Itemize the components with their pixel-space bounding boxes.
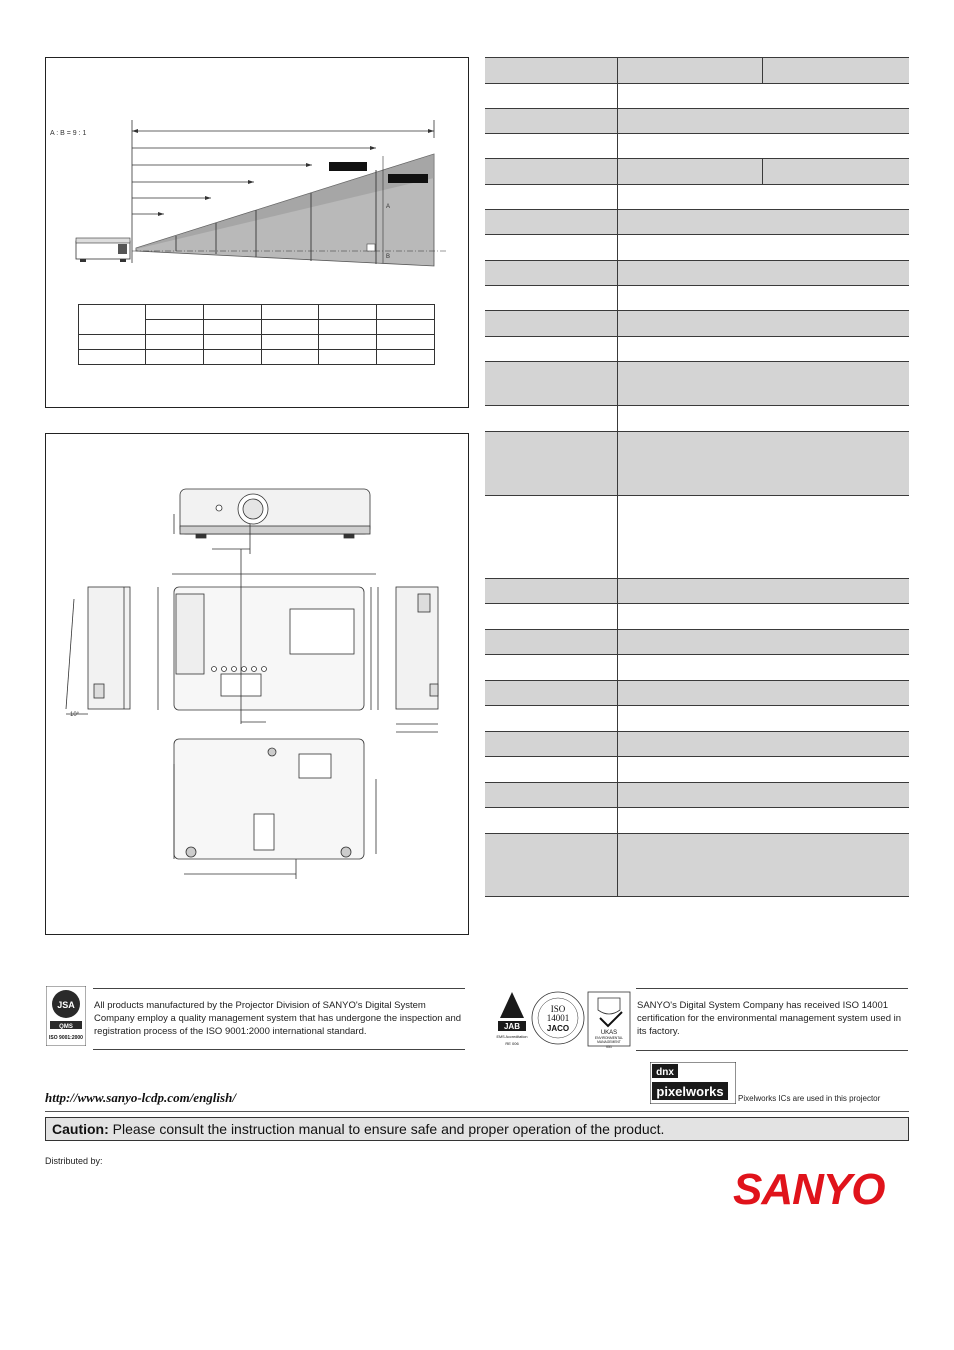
spec-row-label (485, 109, 618, 134)
table-cell (203, 350, 261, 365)
screen-label-box-2 (388, 174, 428, 183)
tilt-angle-label: 10° (70, 712, 80, 718)
spec-row-label (485, 732, 618, 757)
divider (636, 1050, 908, 1051)
spec-cell (618, 783, 910, 808)
divider (45, 1111, 909, 1112)
pixelworks-badge-icon (650, 1062, 736, 1104)
ukas-label: UKAS (600, 1030, 618, 1036)
spec-cell (618, 84, 910, 109)
spec-row-label (485, 808, 618, 834)
jab-sub-label: EMS Accreditation (496, 1035, 528, 1039)
spec-cell (618, 757, 910, 783)
iso-badge-line2: 14001 (546, 1013, 570, 1023)
jab-label: JAB (503, 1022, 521, 1031)
spec-cell (618, 235, 910, 261)
spec-row-label (485, 235, 618, 261)
spec-row-label (485, 185, 618, 210)
spec-row-label (485, 783, 618, 808)
spec-row-label (485, 406, 618, 432)
spec-cell (618, 706, 910, 732)
throw-distance-table (78, 304, 435, 365)
table-cell (261, 350, 319, 365)
dimensions-panel (45, 433, 469, 935)
projector-front-view (174, 489, 370, 554)
qms-description: All products manufactured by the Projector Division of SANYO's Digital System Company employ a quality management system that has undergone the inspection and registration process of the ISO 9001:2000 international standard. (94, 1000, 462, 1037)
specifications-table (485, 57, 909, 897)
spec-row-label (485, 604, 618, 630)
spec-row-label (485, 432, 618, 496)
spec-row-label (485, 286, 618, 311)
jab-code: RE 006 (505, 1041, 519, 1046)
ratio-label: A : B = 9 : 1 (50, 130, 87, 137)
spec-cell (618, 159, 763, 185)
spec-cell (618, 311, 910, 337)
projector-bottom-view (174, 739, 376, 879)
spec-cell (618, 134, 910, 159)
throw-distance-panel (45, 57, 469, 408)
spec-cell (618, 432, 910, 496)
divider (93, 1049, 465, 1050)
spec-cell (618, 579, 910, 604)
table-cell (146, 305, 204, 320)
table-cell (203, 335, 261, 350)
website-url[interactable]: http://www.sanyo-lcdp.com/english/ (45, 1090, 236, 1105)
spec-cell (763, 159, 910, 185)
spec-cell (618, 109, 910, 134)
jab-mark-icon (500, 992, 524, 1018)
dnx-label: dnx (656, 1067, 674, 1078)
spec-cell (763, 58, 910, 84)
spec-row-label (485, 834, 618, 897)
table-cell (377, 335, 435, 350)
spec-cell (618, 808, 910, 834)
table-cell (319, 350, 377, 365)
spec-cell (618, 261, 910, 286)
spec-cell (618, 286, 910, 311)
iso-badge-line1: ISO (550, 1004, 566, 1014)
spec-row-label (485, 210, 618, 235)
projector-icon (76, 238, 130, 262)
caution-label: Caution: (52, 1121, 109, 1137)
table-cell (146, 320, 204, 335)
spec-row-label (485, 261, 618, 286)
projector-top-view (158, 549, 378, 724)
ukas-code: 051 (606, 1045, 612, 1049)
spec-cell (618, 58, 763, 84)
jsa-qms-badge-icon (46, 986, 86, 1046)
spec-cell (618, 362, 910, 406)
spec-row-label (485, 655, 618, 681)
distributed-by-label: Distributed by: (45, 1156, 103, 1166)
table-cell (261, 305, 319, 320)
dimension-drawings (46, 434, 468, 934)
spec-row-label (485, 681, 618, 706)
table-cell (146, 335, 204, 350)
jsa-label: JSA (57, 1000, 75, 1010)
pixelworks-label: pixelworks (656, 1084, 724, 1099)
iso-badge-jaco: JACO (546, 1024, 570, 1033)
table-cell (79, 335, 146, 350)
spec-row-label (485, 757, 618, 783)
table-header-cell (79, 305, 146, 335)
table-cell (146, 350, 204, 365)
spec-row-label (485, 362, 618, 406)
qms-label: QMS (59, 1024, 73, 1030)
table-cell (261, 320, 319, 335)
spec-row-label (485, 706, 618, 732)
spec-cell (618, 337, 910, 362)
ukas-sub2: MANAGEMENT (597, 1040, 621, 1044)
projector-side-view-right (396, 587, 438, 732)
table-cell (377, 320, 435, 335)
spec-row-label (485, 58, 618, 84)
spec-cell (618, 732, 910, 757)
spec-cell (618, 604, 910, 630)
spec-row-label (485, 579, 618, 604)
projector-side-view-left (66, 587, 130, 714)
spec-cell (618, 655, 910, 681)
ukas-sub1: ENVIRONMENTAL (594, 1036, 624, 1040)
divider (93, 988, 465, 989)
screen-label-box-1 (329, 162, 367, 171)
caution-bar (45, 1117, 909, 1141)
spec-cell (618, 185, 910, 210)
table-cell (261, 335, 319, 350)
spec-row-label (485, 630, 618, 655)
spec-row-label (485, 159, 618, 185)
table-cell (319, 305, 377, 320)
spec-cell (618, 496, 910, 579)
iso14001-description: SANYO's Digital System Company has received ISO 14001 certification for the environmental management system used in its factory. (637, 1000, 902, 1037)
caution-text: Please consult the instruction manual to ensure safe and proper operation of the product. (108, 1121, 665, 1137)
sanyo-logo: SANYO (733, 1165, 885, 1214)
iso9001-label: ISO 9001:2000 (49, 1035, 83, 1041)
table-cell (319, 320, 377, 335)
spec-cell (618, 406, 910, 432)
spec-row-label (485, 337, 618, 362)
table-cell (203, 305, 261, 320)
spec-cell (618, 210, 910, 235)
spec-row-label (485, 496, 618, 579)
pixelworks-note: Pixelworks ICs are used in this projector (738, 1094, 881, 1103)
table-cell (319, 335, 377, 350)
label-a: A (386, 204, 391, 210)
label-b: B (386, 254, 391, 260)
spec-row-label (485, 134, 618, 159)
table-cell (377, 305, 435, 320)
table-cell (203, 320, 261, 335)
table-cell (79, 350, 146, 365)
spec-cell (618, 834, 910, 897)
spec-row-label (485, 84, 618, 109)
spec-cell (618, 630, 910, 655)
spec-row-label (485, 311, 618, 337)
spec-cell (618, 681, 910, 706)
table-cell (377, 350, 435, 365)
environmental-cert-badges-icon (494, 988, 634, 1050)
divider (636, 988, 908, 989)
